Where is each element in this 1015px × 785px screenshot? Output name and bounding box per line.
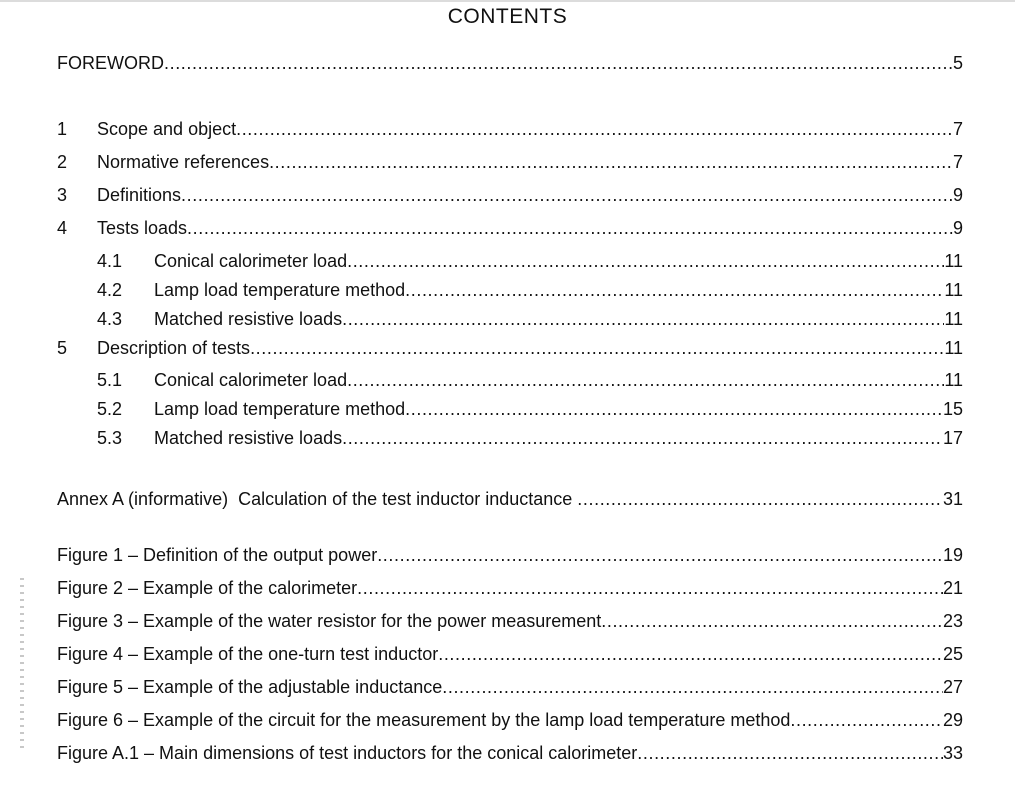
toc-entry-label: Conical calorimeter load xyxy=(154,251,348,271)
dot-leader xyxy=(577,487,943,511)
dot-leader xyxy=(236,117,953,141)
toc-entry-clause-3[interactable] xyxy=(57,183,963,207)
toc-entry-figure-a-1[interactable] xyxy=(57,741,963,765)
toc-entry-page: 7 xyxy=(952,119,963,139)
dot-leader xyxy=(442,675,943,699)
toc-entry-label: Figure 1 – Definition of the output power xyxy=(57,545,378,565)
dot-leader xyxy=(187,216,953,240)
dot-leader xyxy=(347,368,944,392)
dot-leader xyxy=(790,708,943,732)
toc-entry-number: 4.2 xyxy=(97,280,123,300)
toc-entry-number: 4.3 xyxy=(97,309,123,329)
toc-entry-page: 9 xyxy=(952,218,963,238)
toc-entry-number: 3 xyxy=(57,185,68,205)
toc-entry-number: 4.1 xyxy=(97,251,123,271)
dot-leader xyxy=(357,576,943,600)
toc-entry-clause-4-3[interactable] xyxy=(97,307,963,331)
toc-entry-page: 19 xyxy=(942,545,963,565)
toc-entry-label: Figure 3 – Example of the water resistor for the power measurement xyxy=(57,611,602,631)
toc-entry-number: 1 xyxy=(57,119,68,139)
toc-entry-clause-2[interactable] xyxy=(57,150,963,174)
toc-entry-label: Normative references xyxy=(97,152,270,172)
toc-entry-clause-5-3[interactable] xyxy=(97,426,963,450)
toc-entry-figure-1[interactable] xyxy=(57,543,963,567)
toc-entry-label: Description of tests xyxy=(97,338,251,358)
toc-entry-label: Tests loads xyxy=(97,218,188,238)
toc-entry-number: 2 xyxy=(57,152,68,172)
dot-leader xyxy=(377,543,943,567)
toc-entry-page: 29 xyxy=(942,710,963,730)
dot-leader xyxy=(269,150,953,174)
toc-entry-page: 11 xyxy=(944,338,963,358)
toc-entry-figure-4[interactable] xyxy=(57,642,963,666)
toc-entry-label: Conical calorimeter load xyxy=(154,370,348,390)
toc-entry-label: Matched resistive loads xyxy=(154,428,343,448)
margin-scan-marks xyxy=(20,578,24,748)
toc-entry-page: 11 xyxy=(944,370,963,390)
toc-entry-number: 5.2 xyxy=(97,399,123,419)
dot-leader xyxy=(637,741,943,765)
toc-entry-figure-6[interactable] xyxy=(57,708,963,732)
contents-title: CONTENTS xyxy=(447,5,568,28)
dot-leader xyxy=(250,336,944,360)
toc-entry-label: Lamp load temperature method xyxy=(154,280,406,300)
toc-entry-foreword[interactable] xyxy=(57,51,963,75)
toc-entry-page: 33 xyxy=(942,743,963,763)
dot-leader xyxy=(601,609,943,633)
toc-entry-number: 5.3 xyxy=(97,428,123,448)
toc-entry-page: 5 xyxy=(952,53,963,73)
toc-entry-figure-2[interactable] xyxy=(57,576,963,600)
toc-entry-label: Figure 4 – Example of the one-turn test inductor xyxy=(57,644,439,664)
toc-entry-number: 5 xyxy=(57,338,68,358)
toc-entry-clause-1[interactable] xyxy=(57,117,963,141)
toc-entry-page: 15 xyxy=(942,399,963,419)
dot-leader xyxy=(164,51,953,75)
toc-entry-page: 11 xyxy=(944,309,963,329)
toc-entry-number: 5.1 xyxy=(97,370,123,390)
toc-entry-page: 17 xyxy=(942,428,963,448)
dot-leader xyxy=(438,642,943,666)
toc-entry-page: 31 xyxy=(942,489,963,509)
toc-entry-figure-3[interactable] xyxy=(57,609,963,633)
toc-entry-label: Scope and object xyxy=(97,119,237,139)
dot-leader xyxy=(181,183,953,207)
toc-entry-label: Definitions xyxy=(97,185,182,205)
toc-entry-clause-5-1[interactable] xyxy=(97,368,963,392)
toc-entry-label: Figure 6 – Example of the circuit for the measurement by the lamp load temperature method xyxy=(57,710,791,730)
dot-leader xyxy=(347,249,944,273)
page-top-border xyxy=(0,0,1015,2)
toc-entry-page: 25 xyxy=(942,644,963,664)
toc-entry-page: 23 xyxy=(942,611,963,631)
toc-entry-clause-5-2[interactable] xyxy=(97,397,963,421)
toc-entry-clause-4[interactable] xyxy=(57,216,963,240)
toc-entry-label: Annex A (informative) Calculation of the test inductor inductance xyxy=(57,489,578,509)
toc-entry-page: 27 xyxy=(942,677,963,697)
dot-leader xyxy=(405,278,944,302)
toc-entry-label: Matched resistive loads xyxy=(154,309,343,329)
toc-entry-page: 11 xyxy=(944,280,963,300)
toc-entry-annex-a[interactable] xyxy=(57,487,963,511)
toc-entry-clause-5[interactable] xyxy=(57,336,963,360)
toc-entry-clause-4-1[interactable] xyxy=(97,249,963,273)
toc-entry-clause-4-2[interactable] xyxy=(97,278,963,302)
toc-entry-label: Figure 2 – Example of the calorimeter xyxy=(57,578,358,598)
toc-entry-label: FOREWORD xyxy=(57,53,164,73)
dot-leader xyxy=(342,426,943,450)
toc-entry-figure-5[interactable] xyxy=(57,675,963,699)
toc-entry-label: Figure A.1 – Main dimensions of test inductors for the conical calorimeter xyxy=(57,743,638,763)
toc-entry-page: 7 xyxy=(952,152,963,172)
toc-entry-label: Lamp load temperature method xyxy=(154,399,406,419)
toc-entry-label: Figure 5 – Example of the adjustable inductance xyxy=(57,677,443,697)
toc-entry-page: 21 xyxy=(942,578,963,598)
toc-entry-page: 9 xyxy=(952,185,963,205)
dot-leader xyxy=(405,397,943,421)
toc-entry-number: 4 xyxy=(57,218,68,238)
toc-entry-page: 11 xyxy=(944,251,963,271)
dot-leader xyxy=(342,307,944,331)
